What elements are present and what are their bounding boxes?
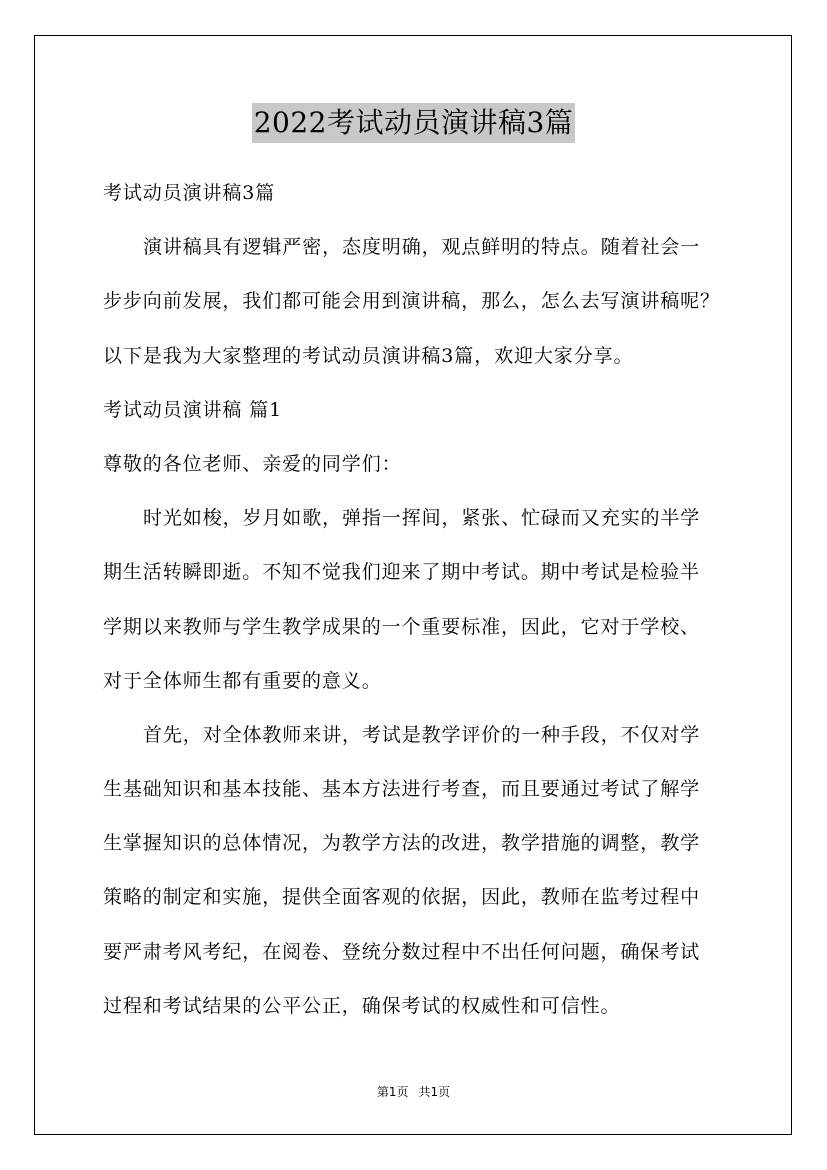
- section-heading: 考试动员演讲稿 篇1: [103, 398, 283, 421]
- paragraph-line: 生基础知识和基本技能、基本方法进行考查，而且要通过考试了解学: [103, 778, 701, 801]
- page-footer: [0, 1083, 827, 1100]
- salutation-line: 尊敬的各位老师、亲爱的同学们：: [103, 452, 402, 475]
- page-number: 第1页: [376, 1085, 409, 1099]
- paragraph-line: 步步向前发展，我们都可能会用到演讲稿，那么，怎么去写演讲稿呢？: [103, 290, 720, 313]
- page-total: 共1页: [418, 1085, 451, 1099]
- title-container: [0, 103, 827, 143]
- paragraph-line: 首先，对全体教师来讲，考试是教学评价的一种手段，不仅对学: [143, 723, 701, 746]
- paragraph-line: 以下是我为大家整理的考试动员演讲稿3篇，欢迎大家分享。: [103, 344, 634, 367]
- document-title: 2022考试动员演讲稿3篇: [252, 103, 576, 143]
- subtitle-line: 考试动员演讲稿3篇: [103, 182, 276, 204]
- document-body: [103, 172, 728, 1039]
- paragraph-line: 对于全体师生都有重要的意义。: [103, 669, 382, 692]
- paragraph-line: 演讲稿具有逻辑严密，态度明确，观点鲜明的特点。随着社会一: [143, 236, 701, 259]
- paragraph-line: 生掌握知识的总体情况，为教学方法的改进，教学措施的调整，教学: [103, 832, 701, 855]
- paragraph-line: 期生活转瞬即逝。不知不觉我们迎来了期中考试。期中考试是检验半: [103, 561, 701, 584]
- paragraph-line: 时光如梭，岁月如歌，弹指一挥间，紧张、忙碌而又充实的半学: [143, 507, 701, 530]
- paragraph-line: 策略的制定和实施，提供全面客观的依据，因此，教师在监考过程中: [103, 886, 701, 909]
- paragraph-line: 学期以来教师与学生教学成果的一个重要标准，因此，它对于学校、: [103, 615, 701, 638]
- paragraph-line: 过程和考试结果的公平公正，确保考试的权威性和可信性。: [103, 994, 621, 1017]
- paragraph-line: 要严肃考风考纪，在阅卷、登统分数过程中不出任何问题，确保考试: [103, 940, 701, 963]
